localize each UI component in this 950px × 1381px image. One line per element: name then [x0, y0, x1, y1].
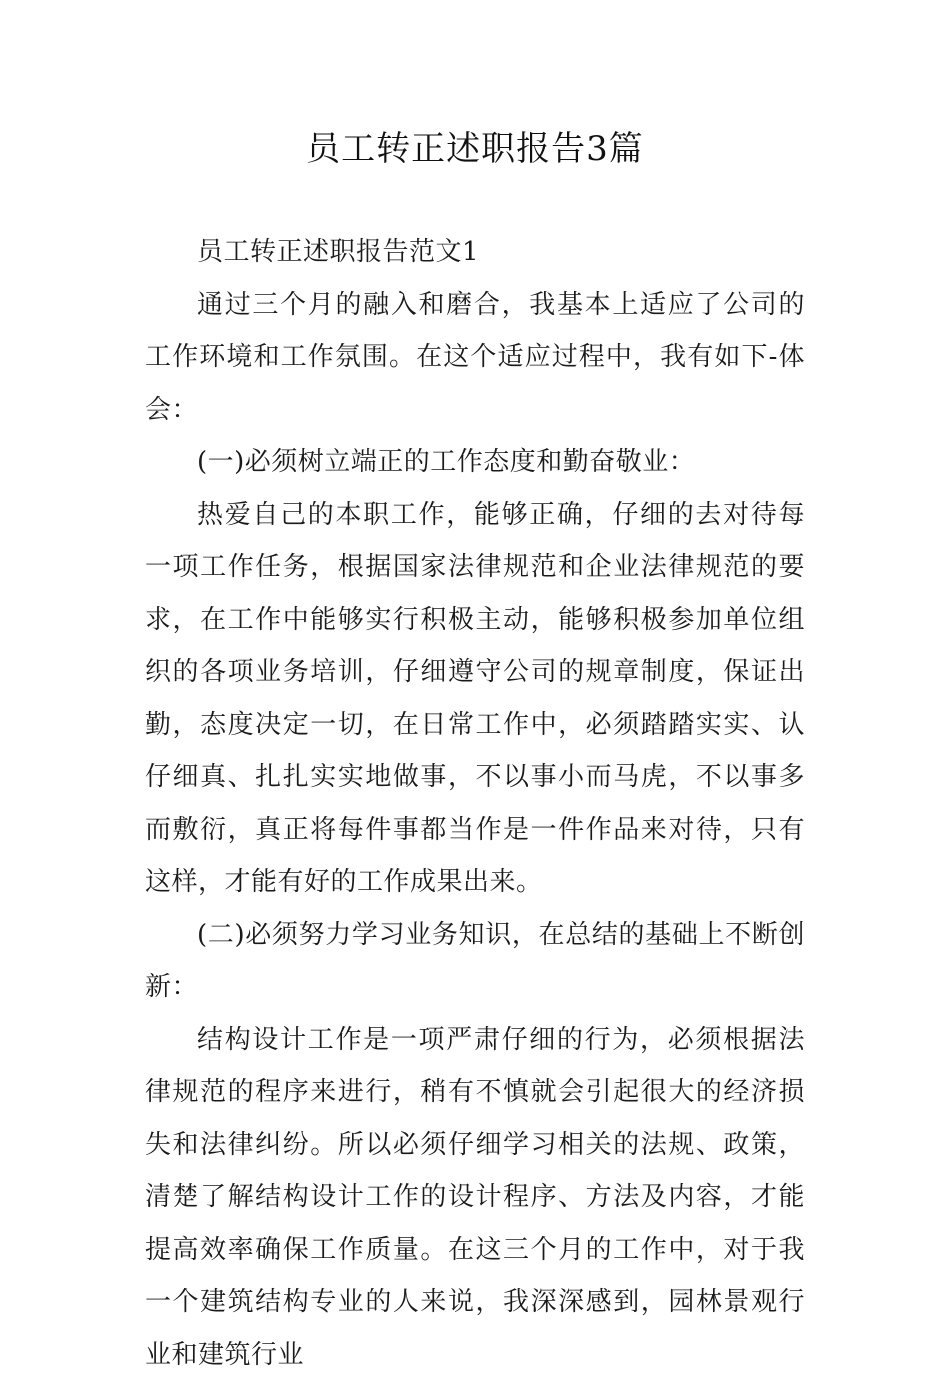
body-paragraph: 通过三个月的融入和磨合，我基本上适应了公司的工作环境和工作氛围。在这个适应过程中，我有如下-体会： [145, 279, 805, 437]
subsection-heading: (二)必须努力学习业务知识，在总结的基础上不断创新： [145, 909, 805, 1014]
section-heading: 员工转正述职报告范文1 [145, 226, 805, 279]
document-body [145, 226, 805, 1381]
body-paragraph: 结构设计工作是一项严肃仔细的行为，必须根据法律规范的程序来进行，稍有不慎就会引起很大的经济损失和法律纠纷。所以必须仔细学习相关的法规、政策，清楚了解结构设计工作的设计程序、方法及内容，才能提高效率确保工作质量。在这三个月的工作中，对于我一个建筑结构专业的人来说，我深深感到，园林景观行业和建筑行业 [145, 1014, 805, 1381]
subsection-heading: (一)必须树立端正的工作态度和勤奋敬业： [145, 436, 805, 489]
body-paragraph: 热爱自己的本职工作，能够正确，仔细的去对待每一项工作任务，根据国家法律规范和企业法律规范的要求，在工作中能够实行积极主动，能够积极参加单位组织的各项业务培训，仔细遵守公司的规章制度，保证出勤，态度决定一切，在日常工作中，必须踏踏实实、认仔细真、扎扎实实地做事，不以事小而马虎，不以事多而敷衍，真正将每件事都当作是一件作品来对待，只有这样，才能有好的工作成果出来。 [145, 489, 805, 909]
document-title: 员工转正述职报告3篇 [0, 122, 950, 176]
